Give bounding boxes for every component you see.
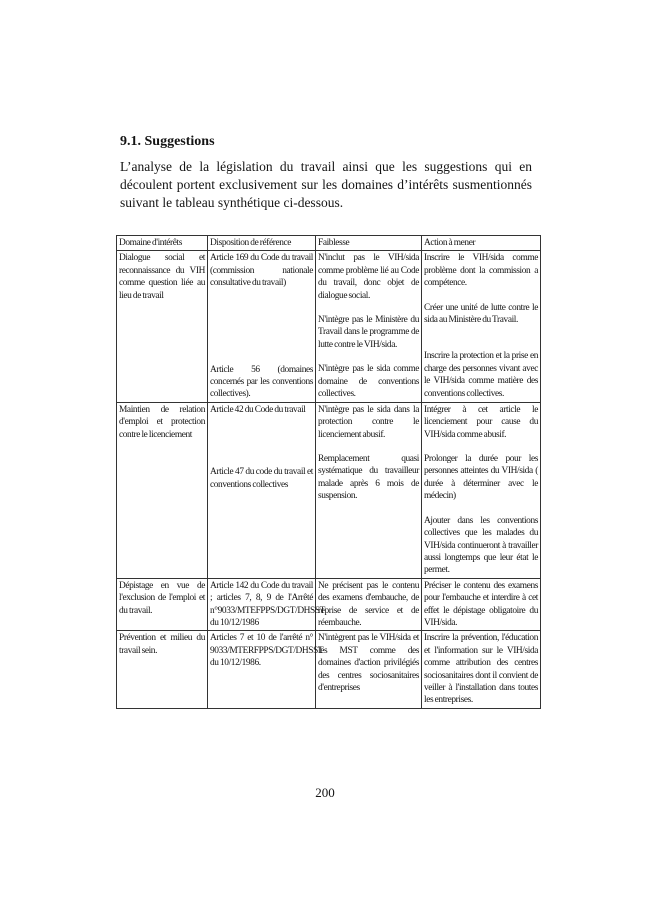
cell-text: Articles 7 et 10 de l'arrêté n° 9033/MTERFPPS/DGT/DHSST du 10/12/1986. [210, 633, 324, 669]
header-faiblesse: Faiblesse [316, 236, 422, 251]
cell-text: N'intègre pas le sida comme domaine de conventions collectives. [318, 364, 419, 400]
cell-text: N'intègre pas le sida dans la protection contre le licenciement abusif. [318, 404, 419, 440]
cell-text: N'intègrent pas le VIH/sida et les MST comme des domaines d'action privilégiés des centres sociosanitaires d'entreprises [318, 633, 419, 693]
cell-action [422, 402, 541, 578]
header-action: Action à mener [422, 236, 541, 251]
table-row [117, 402, 541, 578]
cell-faiblesse [316, 631, 422, 708]
table-row [117, 578, 541, 631]
cell-text: Remplacement quasi systématique du travailleur malade après 6 mois de suspension. [318, 454, 419, 502]
cell-text: Préciser le contenu des examens pour l'embauche et interdire à cet effet le dépistage obligatoire du VIH/sida. [424, 580, 538, 628]
cell-text: Intégrer à cet article le licenciement pour cause du VIH/sida comme abusif. [424, 404, 538, 440]
cell-text: Inscrire la prévention, l'éducation et l'information sur le VIH/sida comme attribution des centres sociosanitaires dont il convient de veiller à l'installation dans toutes les entreprises. [424, 633, 538, 706]
table-row [117, 251, 541, 402]
cell-text: Créer une unité de lutte contre le sida au Ministère du Travail. [424, 302, 538, 326]
cell-domaine [117, 251, 208, 402]
cell-action [422, 631, 541, 708]
table-header-row [117, 236, 541, 251]
synthesis-table [116, 235, 541, 709]
cell-text: Dépistage en vue de l'exclusion de l'emploi et du travail. [119, 580, 205, 616]
cell-domaine [117, 402, 208, 578]
cell-text: Ne précisent pas le contenu des examens d'embauche, de reprise de service et de réembauche. [318, 580, 419, 628]
cell-faiblesse [316, 251, 422, 402]
intro-paragraph: L’analyse de la législation du travail ainsi que les suggestions qui en découlent portent exclusivement sur les domaines d’intérêts susmentionnés suivant le tableau synthétique ci-dessous. [120, 159, 532, 210]
table-row [117, 631, 541, 708]
cell-text: Inscrire le VIH/sida comme problème dont la commission a compétence. [424, 253, 538, 289]
cell-text: Dialogue social et reconnaissance du VIH comme question liée au lieu de travail [119, 253, 205, 301]
cell-action [422, 578, 541, 631]
cell-text: N'intègre pas le Ministère du Travail dans le programme de lutte contre le VIH/sida. [318, 315, 419, 350]
cell-disposition [208, 402, 316, 578]
cell-disposition [208, 631, 324, 708]
cell-text: Article 56 (domaines concernés par les conventions collectives). [210, 364, 313, 400]
cell-text: Article 42 du Code du travail [210, 404, 306, 415]
cell-text: Article 142 du Code du travail ; articles 7, 8, 9 de l'Arrêté n°9033/MTEFPPS/DGT/DHSST du 10/12/1986 [210, 580, 326, 628]
cell-text: Article 47 du code du travail et conventions collectives [210, 467, 313, 490]
cell-domaine [117, 578, 208, 631]
cell-action [422, 251, 541, 402]
cell-disposition [208, 578, 326, 631]
cell-disposition [208, 251, 316, 402]
cell-faiblesse [316, 402, 422, 578]
header-domaine: Domaine d'intérêts [117, 236, 208, 251]
cell-text: Prévention et milieu du travail sein. [119, 633, 205, 656]
cell-text: Maintien de relation d'emploi et protection contre le licenciement [119, 404, 205, 440]
header-disposition: Disposition de référence [208, 236, 316, 251]
cell-text: Inscrire la protection et la prise en charge des personnes vivant avec le VIH/sida comme matière des conventions collectives. [424, 351, 538, 399]
cell-domaine [117, 631, 208, 708]
cell-text: Ajouter dans les conventions collectives que les malades du VIH/sida continueront à travailler aussi longtemps que leur état le permet. [424, 515, 538, 576]
page-number: 200 [315, 785, 335, 800]
cell-text: Article 169 du Code du travail (commission nationale consultative du travail) [210, 253, 313, 289]
cell-text: N'inclut pas le VIH/sida comme problème lié au Code du travail, donc objet de dialogue social. [318, 253, 419, 301]
cell-faiblesse [316, 578, 422, 631]
cell-text: Prolonger la durée pour les personnes atteintes du VIH/sida ( durée à déterminer avec le médecin) [424, 454, 538, 502]
section-heading: 9.1. Suggestions [120, 134, 215, 149]
